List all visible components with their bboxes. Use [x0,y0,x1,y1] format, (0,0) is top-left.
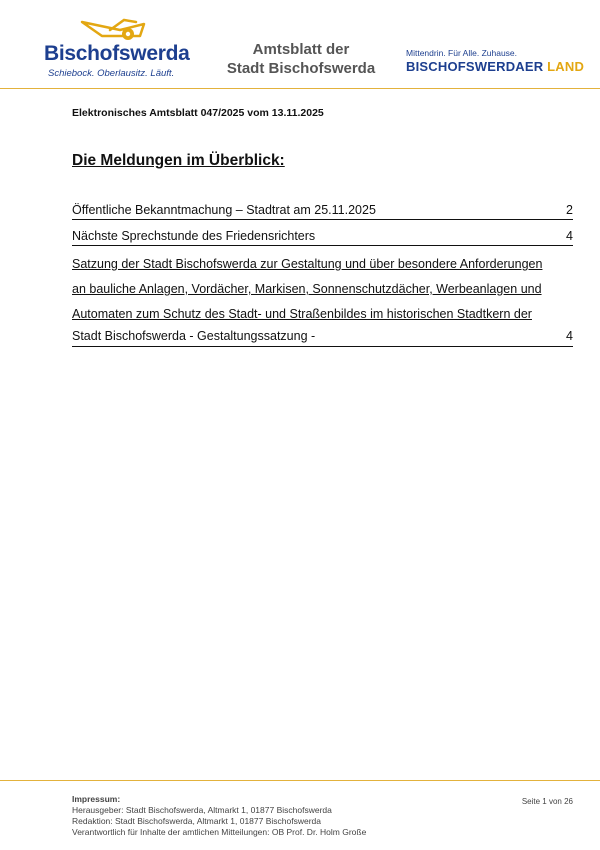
toc-entry-page: 4 [566,329,573,343]
toc-entry-title-line-3[interactable]: Automaten zum Schutz des Stadt- und Straßenbildes im historischen Stadtkern der [72,307,532,321]
toc-entry-page: 2 [566,203,573,217]
toc-entry-title-line-2[interactable]: an bauliche Anlagen, Vordächer, Markisen, Sonnenschutzdächer, Werbeanlagen und [72,282,542,296]
footer-divider [0,780,600,781]
issue-line: Elektronisches Amtsblatt 047/2025 vom 13.11.2025 [72,107,324,119]
bischofswerda-logo [44,16,190,80]
bischofswerdaer-land-logo [406,48,586,74]
land-brand-main: BISCHOFSWERDAER [406,59,548,74]
toc-entry-stadtrat[interactable] [72,200,573,220]
toc-entry-friedensrichter[interactable] [72,226,573,246]
imprint-heading: Impressum: [72,794,121,804]
imprint-publisher: Herausgeber: Stadt Bischofswerda, Altmarkt 1, 01877 Bischofswerda [72,805,332,815]
title-line-1: Amtsblatt der [252,41,350,58]
land-brand [406,59,586,74]
logo-tagline: Schiebock. Oberlausitz. Läuft. [48,68,175,79]
logo-wordmark: Bischofswerda [44,42,190,65]
title-line-2: Stadt Bischofswerda [226,60,376,77]
imprint-editorial: Redaktion: Stadt Bischofswerda, Altmarkt 1, 01877 Bischofswerda [72,816,321,826]
page-number: Seite 1 von 26 [521,797,573,806]
page-title [206,40,396,78]
header-divider [0,88,600,89]
toc-entry-page: 4 [566,229,573,243]
page-header [0,0,600,90]
toc-entry-title[interactable]: Nächste Sprechstunde des Friedensrichters [72,229,316,243]
table-of-contents [72,200,573,353]
toc-entry-title[interactable]: Öffentliche Bekanntmachung – Stadtrat am 25.11.2025 [72,203,376,217]
toc-entry-title-line-4[interactable]: Stadt Bischofswerda - Gestaltungssatzung - [72,329,316,343]
wheelbarrow-icon [80,16,150,42]
land-slogan: Mittendrin. Für Alle. Zuhause. [406,48,518,58]
toc-entry-gestaltungssatzung[interactable] [72,252,573,347]
toc-entry-title-line-1[interactable]: Satzung der Stadt Bischofswerda zur Gestaltung und über besondere Anforderungen [72,257,543,271]
land-brand-accent: LAND [547,59,585,74]
imprint [72,794,366,838]
section-title: Die Meldungen im Überblick: [72,152,285,169]
imprint-responsible: Verantwortlich für Inhalte der amtlichen Mitteilungen: OB Prof. Dr. Holm Große [72,827,367,837]
